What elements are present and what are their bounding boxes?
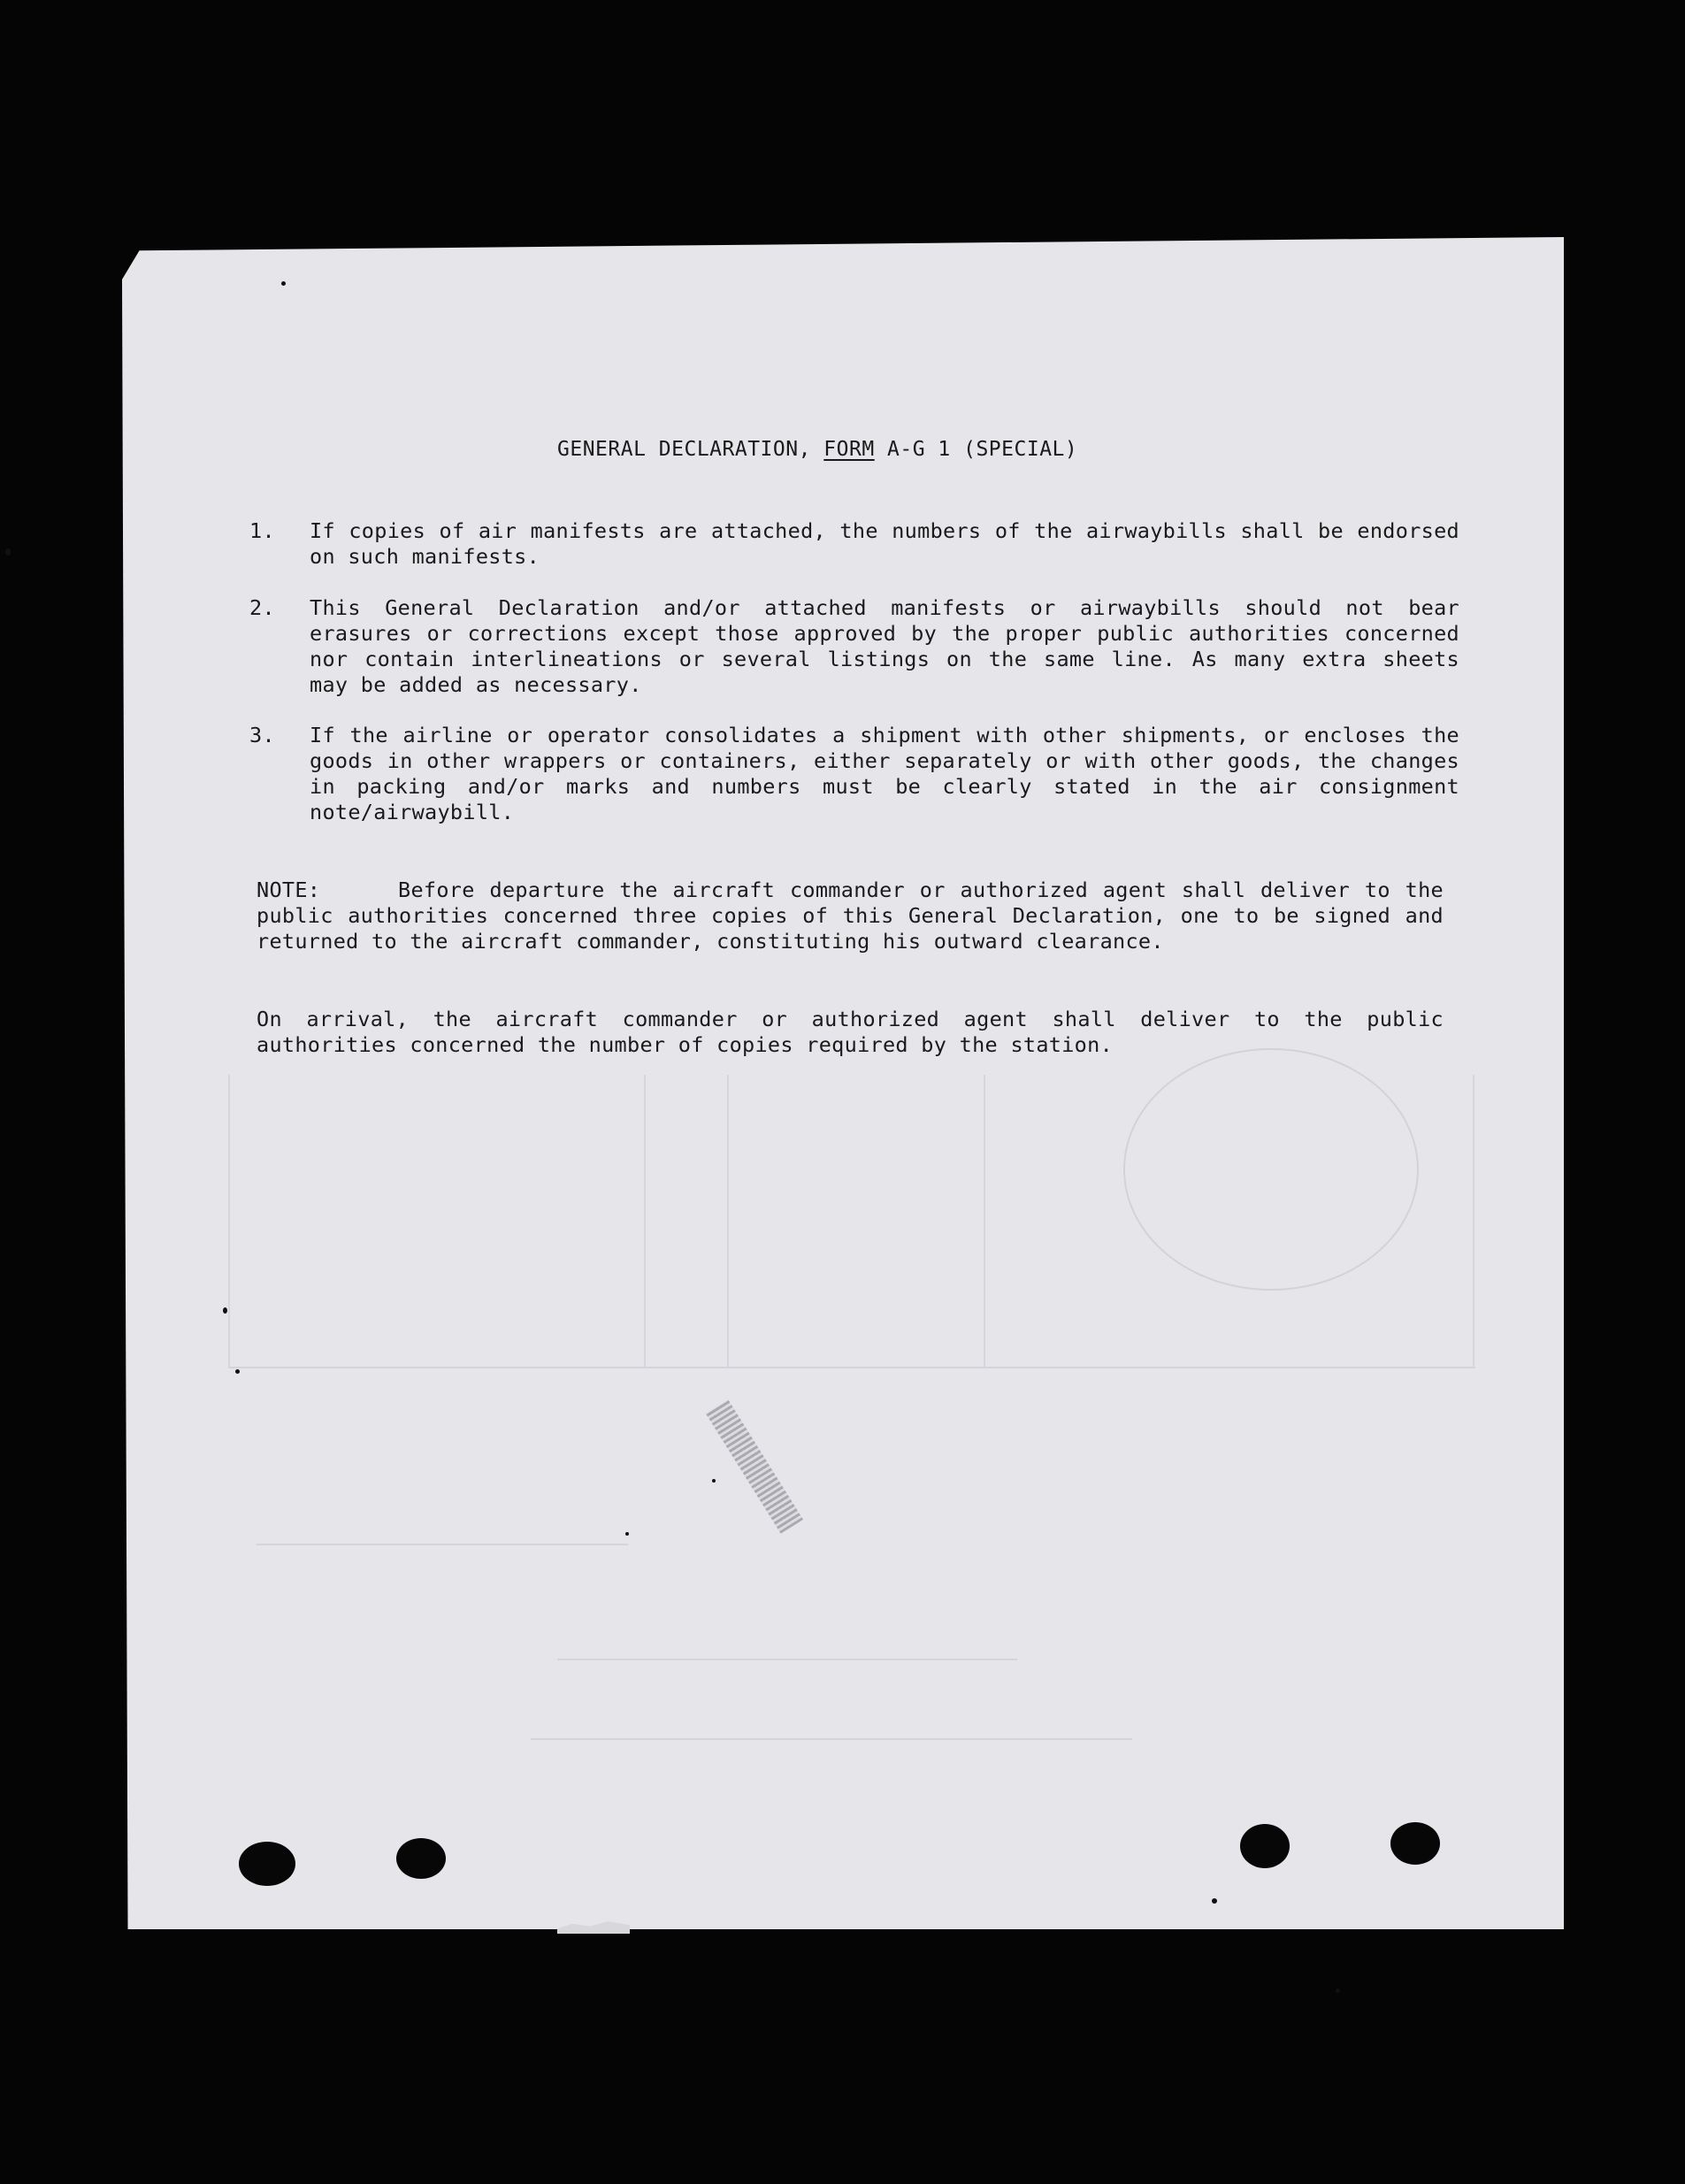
bleed-through-divider <box>984 1075 985 1367</box>
punch-hole <box>1240 1824 1290 1868</box>
instruction-number: 3. <box>249 723 275 747</box>
instruction-text: If the airline or operator consolidates a shipment with other shipments, or encloses the goods in other wrappers or containers, either separately or with other goods, the changes in packing and/or marks and numbers must be clearly stated in the air consignment note/airwaybill. <box>310 723 1459 824</box>
punch-hole <box>239 1842 295 1886</box>
punch-hole <box>396 1838 446 1879</box>
speck <box>712 1479 716 1483</box>
bleed-through-divider <box>644 1075 646 1367</box>
instruction-text: This General Declaration and/or attached manifests or airwaybills should not bear erasures or corrections except those approved by the proper public authorities concerned nor contain interlineations or several listings on the same line. As many extra sheets may be added as necessary. <box>310 595 1459 697</box>
speck <box>235 1369 240 1374</box>
bleed-through-rule <box>257 1544 628 1545</box>
form-title-suffix: A-G 1 (SPECIAL) <box>874 438 1078 461</box>
bleed-through-rule <box>228 1367 1475 1368</box>
instruction-number: 1. <box>249 518 275 543</box>
speck <box>281 281 286 286</box>
punch-hole <box>1390 1822 1440 1865</box>
note-label: NOTE: <box>257 877 321 902</box>
bleed-through-rule <box>557 1659 1017 1660</box>
bleed-through-rule <box>531 1738 1132 1740</box>
instruction-number: 2. <box>249 595 275 620</box>
speck <box>1212 1898 1217 1904</box>
form-title <box>557 438 1077 461</box>
bleed-through-seal <box>1123 1048 1419 1291</box>
speck <box>1336 1989 1340 1993</box>
speck <box>223 1307 227 1314</box>
arrival-note <box>257 1007 1444 1058</box>
arrival-text: On arrival, the aircraft commander or authorized agent shall deliver to the public authorities concerned the number of copies required by the station. <box>257 1007 1444 1057</box>
bleed-through-divider <box>1473 1075 1474 1367</box>
speck <box>5 548 11 556</box>
form-title-underlined: FORM <box>823 438 875 461</box>
instruction-text: If copies of air manifests are attached, the numbers of the airwaybills shall be endorsed on such manifests. <box>310 518 1459 569</box>
departure-note <box>257 877 1444 954</box>
speck <box>625 1532 629 1536</box>
bleed-through-divider <box>727 1075 729 1367</box>
form-title-prefix: GENERAL DECLARATION, <box>557 438 824 461</box>
bleed-through-divider <box>228 1075 230 1367</box>
note-text: Before departure the aircraft commander or authorized agent shall deliver to the public authorities concerned three copies of this General Declaration, one to be signed and returned to the aircraft commander, constituting his outward clearance. <box>257 877 1444 954</box>
